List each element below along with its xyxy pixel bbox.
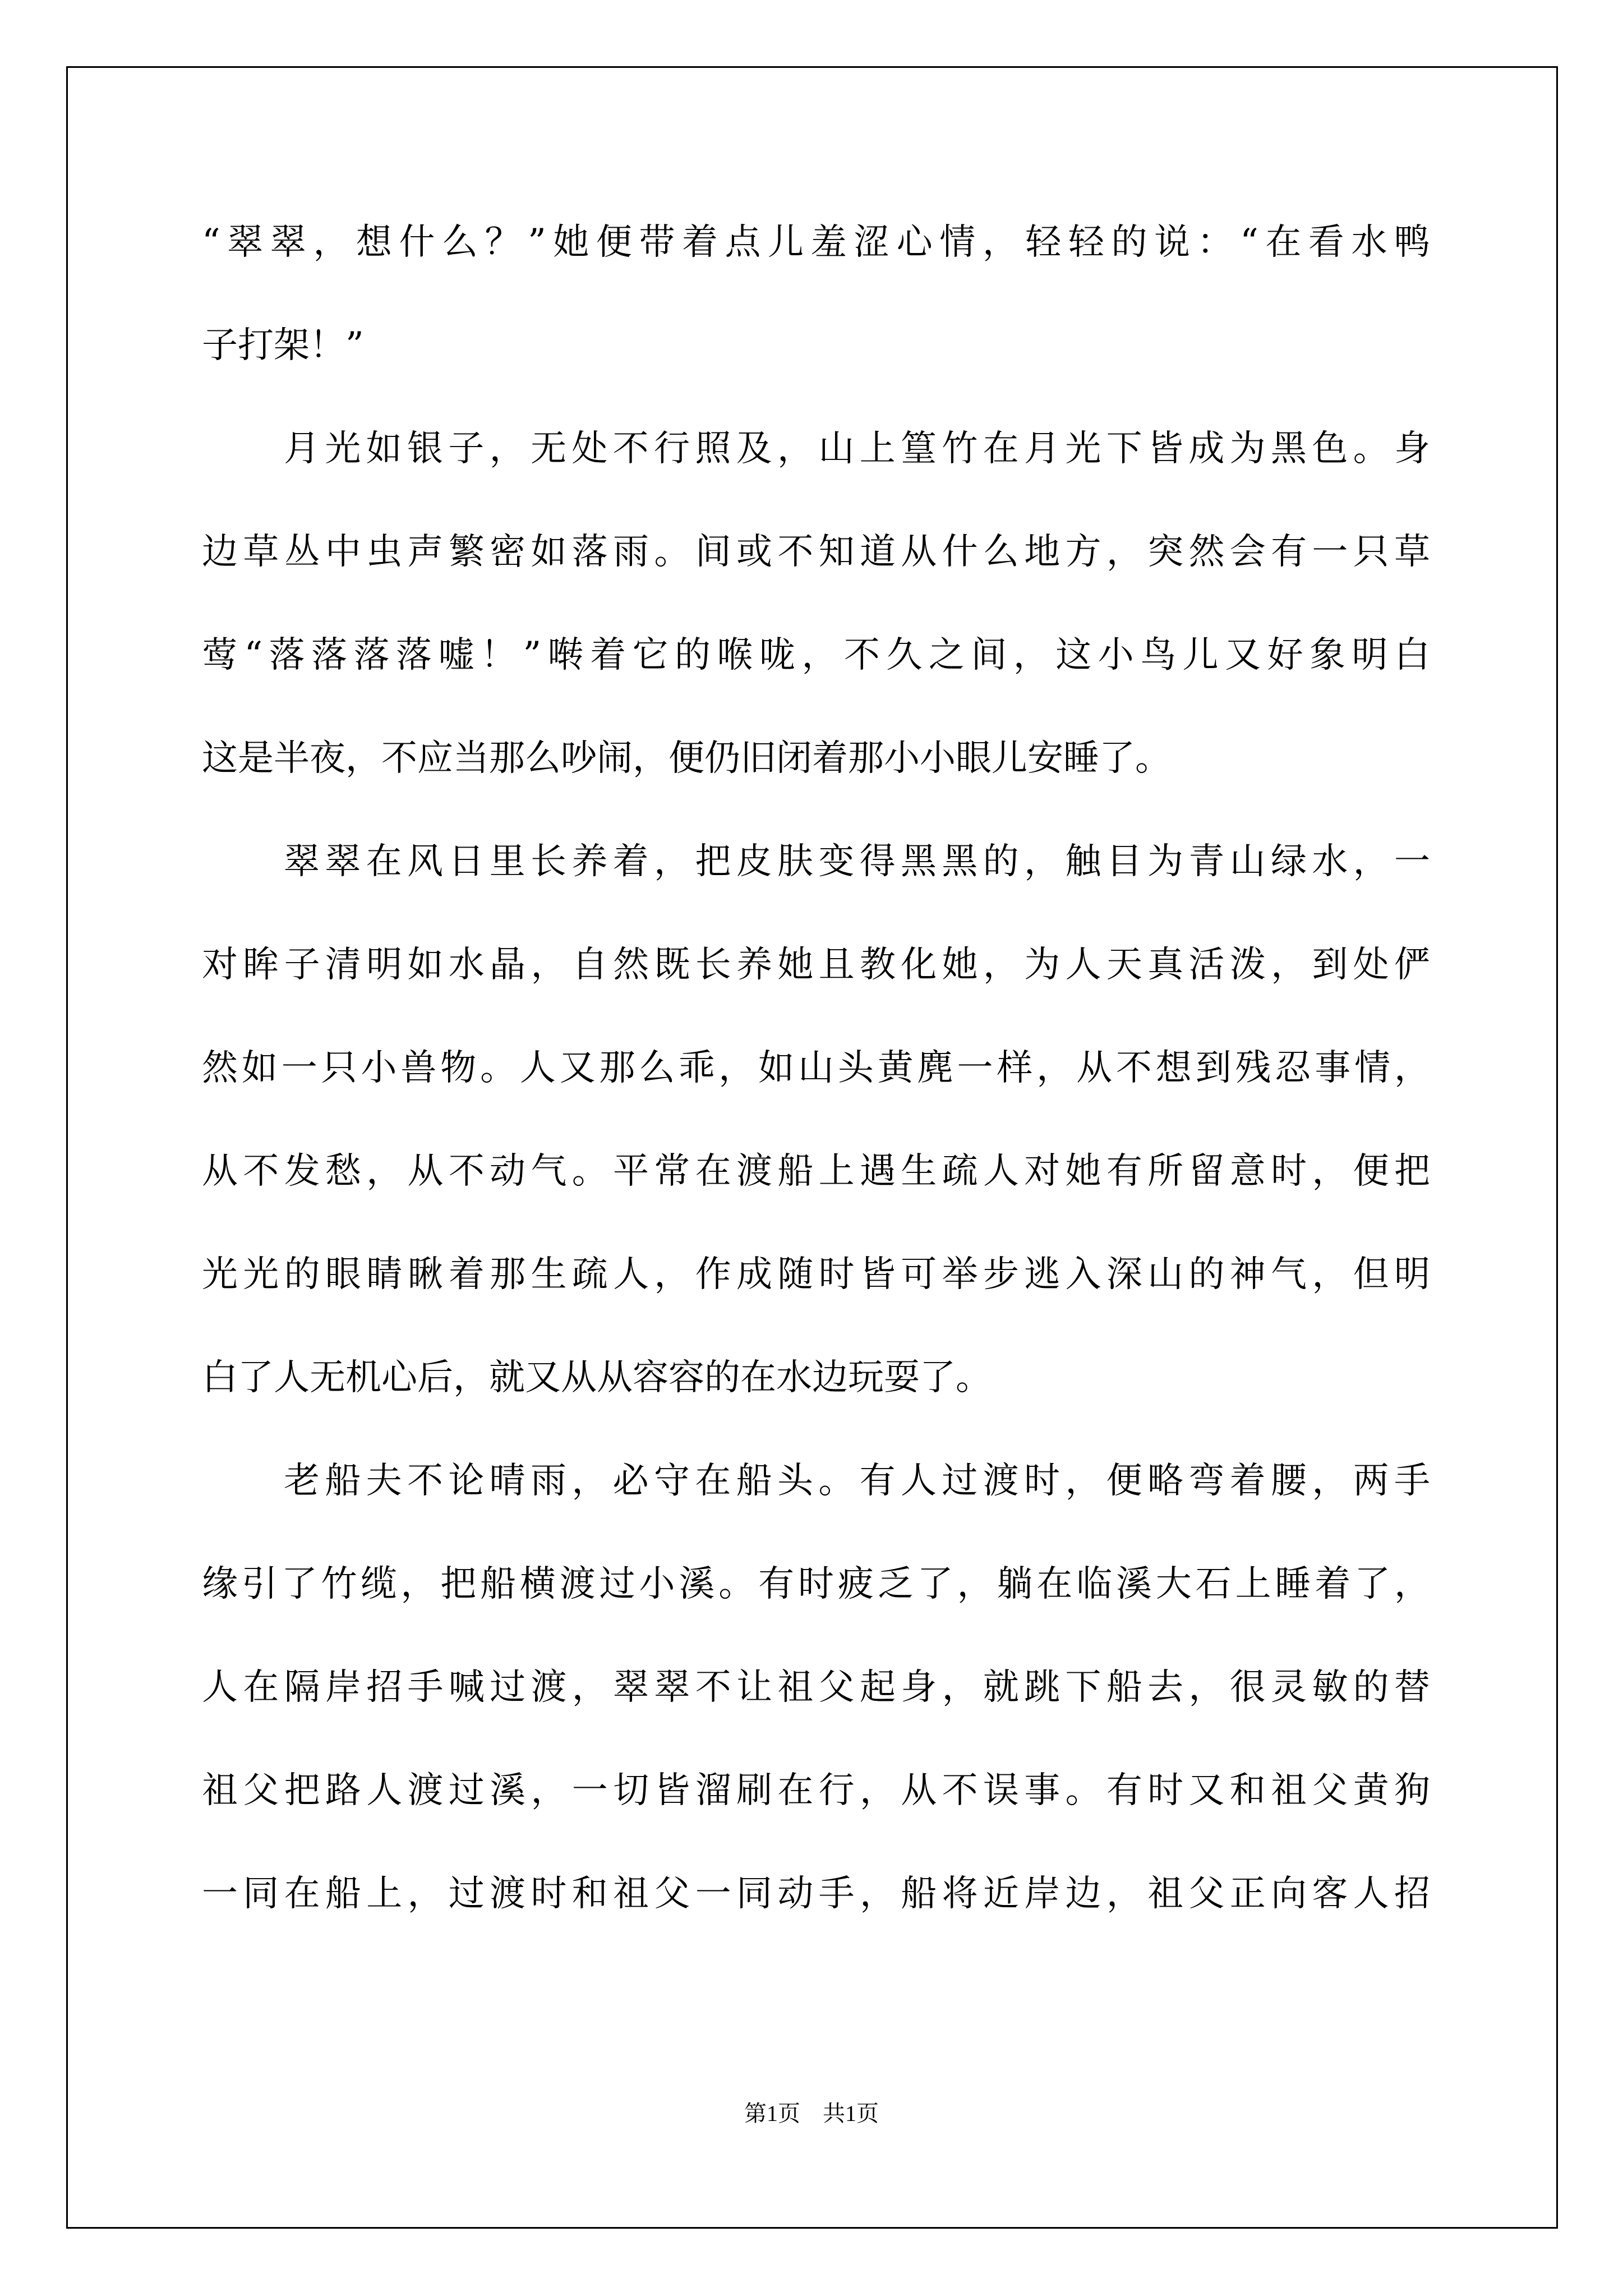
text-line: “翠翠，想什么？”她便带着点儿羞涩心情，轻轻的说：“在看水鸭 — [202, 222, 1430, 263]
text-line: 月光如银子，无处不行照及，山上篁竹在月光下皆成为黑色。身 — [284, 428, 1430, 470]
paragraph-3 — [202, 810, 1430, 1429]
text-line: 祖父把路人渡过溪，一切皆溜刷在行，从不误事。有时又和祖父黄狗 — [202, 1770, 1430, 1811]
text-line: 光光的眼睛瞅着那生疏人，作成随时皆可举步逃入深山的神气，但明 — [202, 1254, 1430, 1295]
text-line: 然如一只小兽物。人又那么乖，如山头黄麂一样，从不想到残忍事情， — [202, 1047, 1430, 1089]
text-line: 一同在船上，过渡时和祖父一同动手，船将近岸边，祖父正向客人招 — [202, 1873, 1430, 1915]
text-line: 人在隔岸招手喊过渡，翠翠不让祖父起身，就跳下船去，很灵敏的替 — [202, 1667, 1430, 1708]
text-line: 子打架！” — [202, 325, 364, 366]
text-line: 翠翠在风日里长养着，把皮肤变得黑黑的，触目为青山绿水，一 — [284, 841, 1430, 882]
paragraph-2 — [202, 397, 1430, 810]
text-line: 从不发愁，从不动气。平常在渡船上遇生疏人对她有所留意时，便把 — [202, 1151, 1430, 1192]
text-line: 老船夫不论晴雨，必守在船头。有人过渡时，便略弯着腰，两手 — [284, 1460, 1430, 1502]
text-line: 缘引了竹缆，把船横渡过小溪。有时疲乏了，躺在临溪大石上睡着了， — [202, 1563, 1430, 1605]
text-line: 莺“落落落落嘘！”啭着它的喉咙，不久之间，这小鸟儿又好象明白 — [202, 634, 1430, 676]
document-body — [202, 191, 1430, 1945]
paragraph-4 — [202, 1429, 1430, 1945]
text-line: 边草丛中虫声繁密如落雨。间或不知道从什么地方，突然会有一只草 — [202, 531, 1430, 573]
paragraph-1 — [202, 191, 1430, 397]
text-line: 对眸子清明如水晶，自然既长养她且教化她，为人天真活泼，到处俨 — [202, 944, 1430, 986]
text-line: 白了人无机心后，就又从从容容的在水边玩耍了。 — [202, 1357, 992, 1398]
page-number-footer: 第1页 共1页 — [744, 2101, 879, 2126]
text-line: 这是半夜，不应当那么吵闹，便仍旧闭着那小小眼儿安睡了。 — [202, 738, 1171, 779]
